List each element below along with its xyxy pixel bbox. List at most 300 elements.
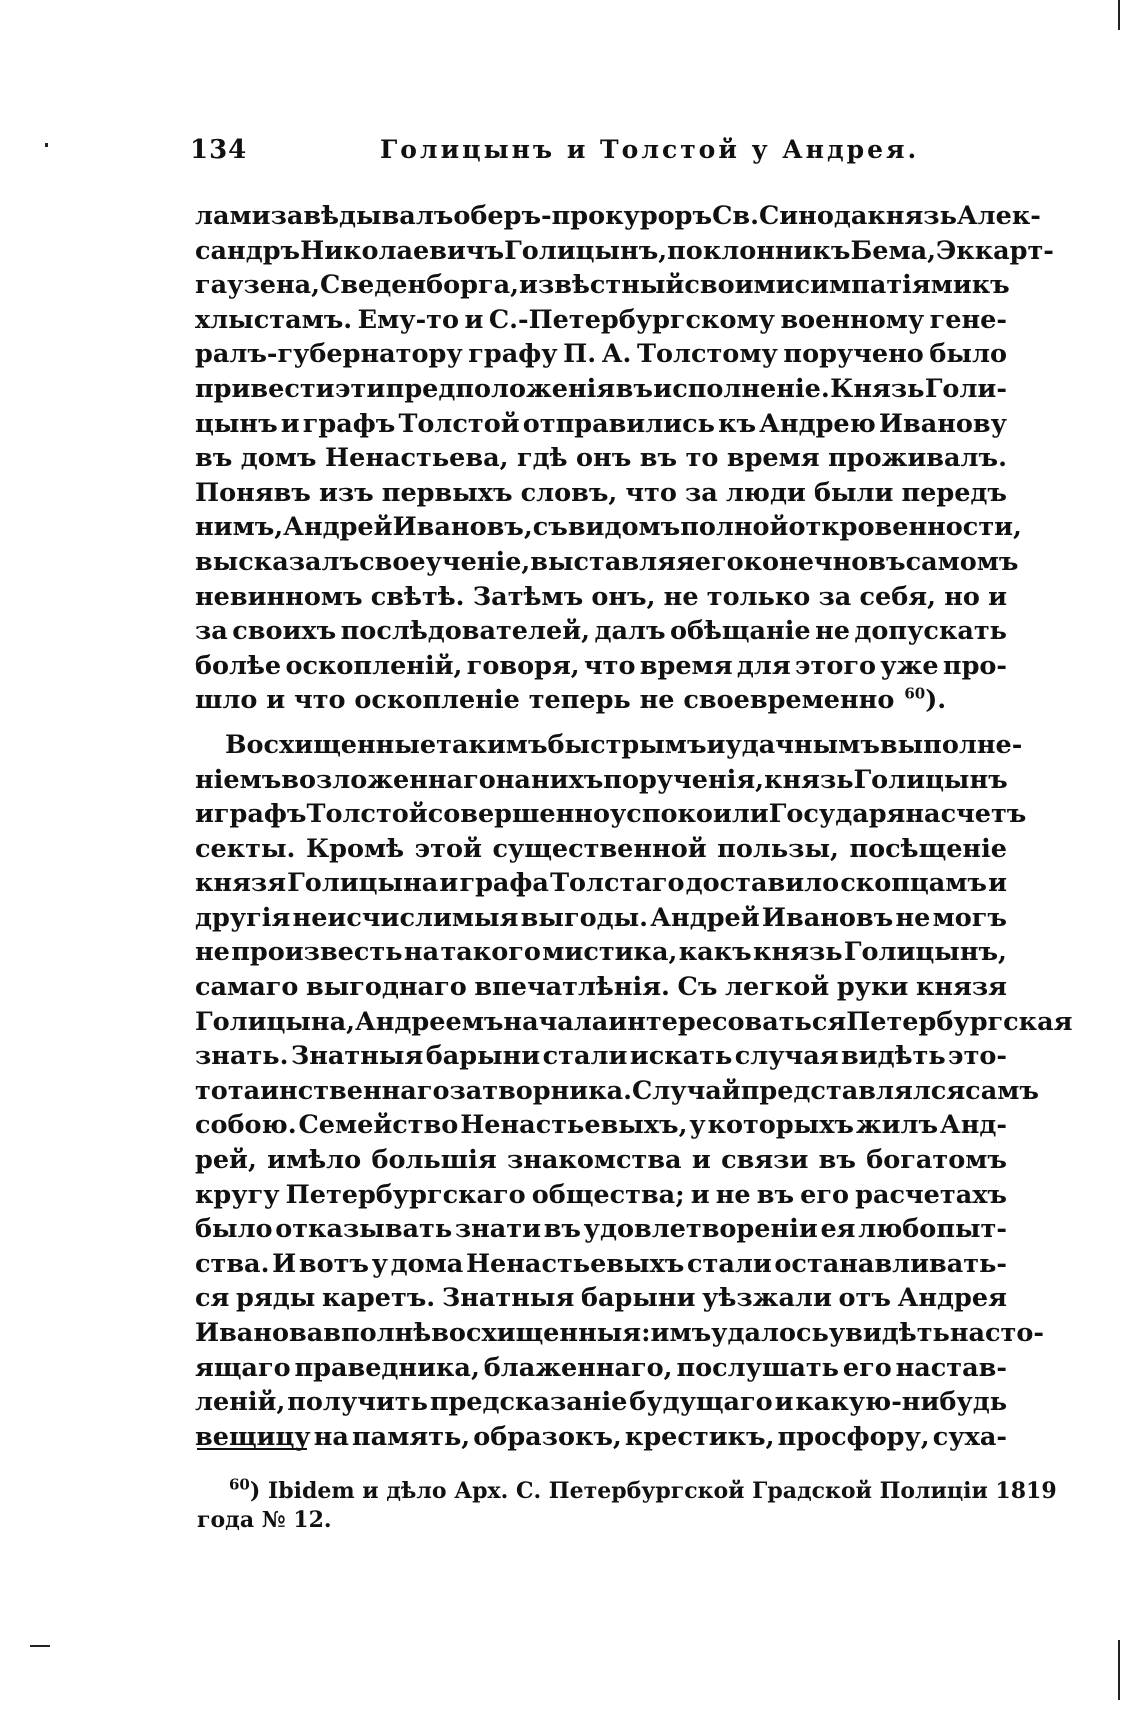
word: восхищенныя:	[431, 1318, 651, 1348]
word: ралъ-губернатору	[195, 339, 463, 370]
word: Знатныя	[441, 1283, 575, 1314]
word: барыни	[425, 1041, 541, 1072]
paragraph-1-last-text: шло и что оскопленіе теперь не своевременно	[195, 685, 895, 716]
word: Ивановъ	[761, 902, 894, 933]
word: оскопленій,	[285, 650, 463, 681]
paragraph-1-closing: ).	[925, 685, 947, 716]
word: искать	[629, 1041, 733, 1072]
word: словъ,	[520, 477, 618, 508]
word: нихъ	[530, 764, 604, 795]
word: Андрею	[759, 408, 876, 439]
word: и	[464, 304, 484, 335]
word: на	[313, 1421, 349, 1452]
footnote	[197, 1475, 1057, 1535]
text-line	[195, 1039, 1007, 1074]
word: этой	[414, 833, 482, 864]
word: и	[988, 868, 1007, 899]
word: Петербургскаго	[285, 1179, 526, 1210]
text-line	[195, 199, 1041, 234]
word: и	[439, 868, 459, 899]
word: Андреемъ	[354, 1006, 504, 1037]
word: въ	[195, 443, 233, 474]
word: богатомъ	[866, 1145, 1007, 1176]
text-line	[195, 1108, 1007, 1143]
word: Голи-	[924, 373, 1007, 404]
word: уѣзжали	[702, 1283, 832, 1314]
word: привести	[195, 373, 335, 404]
word: увидѣть	[828, 1318, 950, 1348]
word: и	[988, 581, 1007, 612]
text-line	[195, 1074, 1039, 1109]
word: расчетахъ	[855, 1179, 1007, 1210]
footnote-marker: 60	[229, 1475, 250, 1494]
paragraph-gap	[195, 718, 1007, 728]
text-line	[195, 476, 1007, 511]
word: онъ,	[591, 581, 656, 612]
text-line	[195, 1212, 1007, 1247]
word: насто-	[949, 1318, 1044, 1348]
word: память,	[352, 1421, 471, 1452]
word: видомъ	[567, 512, 681, 543]
word: Анд-	[939, 1110, 1007, 1141]
word: на	[495, 764, 531, 795]
word: гаузена,	[195, 270, 321, 301]
word: скопцамъ	[840, 868, 987, 899]
footnote-line-2-text: года № 12.	[197, 1507, 332, 1533]
scan-margin-mark	[1118, 0, 1120, 30]
word: князя	[195, 868, 287, 899]
word: высказалъ	[195, 546, 360, 577]
word: графъ	[302, 408, 396, 439]
word: князь	[764, 764, 854, 795]
word: на	[905, 799, 941, 830]
word: получить	[287, 1387, 428, 1418]
word: Голицына,	[195, 1006, 355, 1037]
word: случая	[734, 1041, 839, 1072]
word: барыни	[580, 1283, 696, 1314]
word: ученіе,	[425, 546, 531, 577]
word: уже	[880, 650, 939, 681]
text-line	[195, 614, 1007, 649]
word: такимъ	[436, 729, 548, 760]
word: гене-	[929, 304, 1007, 335]
word: ряды	[236, 1283, 316, 1314]
word: Князь	[830, 373, 925, 404]
text-line	[195, 832, 1007, 867]
word: гдѣ	[516, 443, 568, 474]
word: князь	[753, 937, 843, 968]
word: оберъ-прокуроръ	[453, 201, 713, 231]
word: которыхъ	[707, 1110, 854, 1141]
word: Алек-	[956, 201, 1041, 231]
word: имѣло	[267, 1145, 362, 1176]
word: не	[815, 616, 850, 647]
word: не	[195, 937, 230, 968]
word: Съ	[677, 972, 718, 1003]
word: порученія,	[603, 764, 765, 795]
word: графу	[468, 339, 558, 370]
word: были	[813, 477, 894, 508]
word: видѣть	[840, 1041, 946, 1072]
word: Бема,	[850, 235, 937, 266]
word: удалось	[711, 1318, 829, 1348]
word: быстрымъ	[547, 729, 707, 760]
running-title: Голицынъ и Толстой у Андрея.	[380, 135, 920, 164]
word: не	[663, 581, 699, 612]
scan-margin-mark	[30, 1645, 50, 1647]
word: себя,	[859, 581, 936, 612]
word: для	[736, 650, 791, 681]
word: крестикъ,	[624, 1421, 775, 1452]
word: сандръ	[195, 235, 301, 266]
word: Затѣмъ	[472, 581, 584, 612]
paragraph-1-last-line	[195, 683, 1007, 718]
word: говоря,	[466, 650, 580, 681]
word: счетъ	[940, 799, 1027, 830]
word: впечатлѣнія.	[474, 972, 670, 1003]
word: и	[280, 408, 300, 439]
word: Семейство	[298, 1110, 459, 1141]
word: графа	[459, 868, 549, 899]
word: допускать	[854, 616, 1007, 647]
word: образокъ,	[473, 1421, 622, 1452]
word: ея	[820, 1214, 856, 1245]
text-line	[195, 1178, 1007, 1213]
word: у	[689, 1110, 706, 1141]
word: только	[706, 581, 811, 612]
word: Ему-то	[357, 304, 459, 335]
word: Иванову	[878, 408, 1007, 439]
word: пользы,	[717, 833, 839, 864]
word: Толстому	[637, 339, 778, 370]
word: останавливать-	[774, 1248, 1007, 1279]
word: ся	[195, 1283, 230, 1314]
word: выполне-	[879, 729, 1023, 760]
text-line	[195, 1420, 1007, 1455]
word: за	[818, 581, 852, 612]
word: знать.	[195, 1041, 289, 1072]
paragraph-1	[195, 199, 1054, 683]
word: ящаго	[195, 1352, 291, 1383]
word: отъ	[838, 1283, 891, 1314]
word: Ивановъ,	[392, 512, 533, 543]
text-line	[195, 1385, 1007, 1420]
word: не	[895, 902, 931, 933]
word: то	[195, 1075, 228, 1106]
word: совершенно	[427, 799, 610, 830]
word: предположенія	[385, 373, 616, 404]
word: далъ	[594, 616, 666, 647]
word: его	[842, 1352, 892, 1383]
footnote-line-2	[197, 1506, 1009, 1535]
word: Николаевичъ	[300, 235, 505, 266]
word: свое	[359, 546, 426, 577]
text-line	[195, 510, 1022, 545]
word: Петербургская	[846, 1006, 1073, 1037]
word: имъ	[650, 1318, 712, 1348]
word: за	[684, 477, 718, 508]
word: Понявъ	[195, 477, 311, 508]
word: на	[403, 937, 440, 968]
word: легкой	[725, 972, 830, 1003]
word: Государя	[768, 799, 906, 830]
word: Ненастьевыхъ	[465, 1248, 685, 1279]
footnote-line-1	[197, 1475, 1057, 1506]
word: изъ	[318, 477, 374, 508]
word: люди	[725, 477, 806, 508]
text-line	[195, 797, 1027, 832]
word: откровенности,	[788, 512, 1022, 543]
word: въ	[868, 546, 906, 577]
word: въ	[639, 443, 678, 474]
word: выгоды.	[520, 902, 649, 933]
word: проживалъ.	[828, 443, 1007, 474]
word: затворника.	[449, 1075, 633, 1106]
word: секты.	[195, 833, 296, 864]
word: доставило	[685, 868, 840, 899]
page-header	[190, 135, 1010, 175]
word: было	[929, 339, 1007, 370]
word: что	[625, 477, 677, 508]
word: кругу	[195, 1179, 280, 1210]
text-line	[195, 580, 1007, 615]
word: онъ	[576, 443, 632, 474]
word: князя	[915, 972, 1007, 1003]
word: предсказаніе	[429, 1387, 628, 1418]
word: но	[944, 581, 980, 612]
text-line	[195, 1143, 1007, 1178]
scan-margin-mark	[45, 143, 48, 147]
word: Толстой	[306, 799, 428, 830]
word: первыхъ	[381, 477, 513, 508]
word: завѣдывалъ	[270, 201, 454, 231]
word: такого	[440, 937, 541, 968]
word: конечно	[743, 546, 869, 577]
word: каретъ.	[321, 1283, 436, 1314]
word: какую-нибудь	[795, 1387, 1007, 1418]
word: И	[272, 1248, 297, 1279]
word: любопыт-	[858, 1214, 1007, 1245]
footnote-line-1-text	[229, 1477, 1057, 1506]
word: начала	[503, 1006, 609, 1037]
text-line	[195, 970, 1007, 1005]
word: выставляя	[530, 546, 695, 577]
word: успокоили	[609, 799, 769, 830]
word: какъ	[678, 937, 752, 968]
word: знакомства	[506, 1145, 682, 1176]
word: его	[694, 546, 744, 577]
word: мистика,	[542, 937, 678, 968]
word: за	[195, 616, 228, 647]
word: вотъ	[298, 1248, 369, 1279]
word: Синода	[758, 201, 868, 231]
word: своими	[684, 270, 795, 301]
text-line	[195, 866, 1007, 901]
word: возложеннаго	[281, 764, 496, 795]
footnote-divider	[197, 1448, 307, 1450]
text-line	[195, 337, 1007, 372]
text-line	[195, 1281, 1007, 1316]
word: и	[774, 1387, 794, 1418]
word: посѣщеніе	[849, 833, 1007, 864]
word: его	[800, 1179, 850, 1210]
word: выгоднаго	[305, 972, 467, 1003]
word: настав-	[895, 1352, 1007, 1383]
word: симпатіями	[794, 270, 972, 301]
word: Св.	[712, 201, 759, 231]
word: въ	[615, 373, 653, 404]
footnote-line-1-content: ) Ibidem и дѣло Арх. С. Петербургской Градской Полиціи 1819	[249, 1478, 1057, 1504]
word: Андрей	[650, 902, 760, 933]
word: С.-Петербургскому	[488, 304, 775, 335]
word: Толстаго	[550, 868, 685, 899]
word: что	[583, 650, 636, 681]
word: отправились	[522, 408, 715, 439]
word: таинственнаго	[227, 1075, 450, 1106]
word: извѣстный	[519, 270, 685, 301]
word: Ненастьева,	[325, 443, 509, 474]
word: передъ	[901, 477, 1007, 508]
text-line	[195, 372, 1007, 407]
word: существенной	[492, 833, 707, 864]
word: жилъ	[855, 1110, 939, 1141]
word: въ	[818, 1145, 856, 1176]
text-line	[195, 935, 1007, 970]
word: стали	[542, 1041, 628, 1072]
text-line	[195, 545, 1019, 580]
word: ніемъ	[195, 764, 282, 795]
word: произвесть	[231, 937, 403, 968]
word: суха-	[932, 1421, 1007, 1452]
word: ства.	[195, 1248, 270, 1279]
word: Восхищенные	[225, 729, 437, 760]
word: леній,	[195, 1387, 286, 1418]
word: удовлетвореніи	[583, 1214, 818, 1245]
word: Толстой	[398, 408, 520, 439]
word: просфору,	[777, 1421, 930, 1452]
word: съ	[532, 512, 568, 543]
word: время	[726, 443, 820, 474]
word: невинномъ	[195, 581, 363, 612]
word: праведника,	[294, 1352, 480, 1383]
word: исполненіе.	[653, 373, 830, 404]
footnote-ref-number: 60	[904, 684, 926, 703]
word: руки	[836, 972, 909, 1003]
word: самъ	[965, 1075, 1039, 1106]
word: лами	[195, 201, 271, 231]
footnote-reference	[904, 683, 946, 718]
word: самомъ	[905, 546, 1019, 577]
text-line	[195, 1351, 1007, 1386]
word: вполнѣ	[323, 1318, 432, 1348]
word: Случай	[632, 1075, 741, 1106]
word: то	[685, 443, 719, 474]
word: эти	[335, 373, 386, 404]
word: хлыстамъ.	[195, 304, 353, 335]
word: къ	[718, 408, 757, 439]
word: домъ	[240, 443, 317, 474]
word: полной	[680, 512, 789, 543]
word: въ	[756, 1179, 795, 1210]
word: Голицынъ,	[843, 937, 1007, 968]
word: своихъ	[232, 616, 337, 647]
word: это-	[948, 1041, 1007, 1072]
text-line	[195, 441, 1007, 476]
word: связи	[721, 1145, 809, 1176]
word: и	[690, 1179, 710, 1210]
word: къ	[971, 270, 1010, 301]
text-line	[195, 1005, 1073, 1040]
word: не	[715, 1179, 751, 1210]
word: рей,	[195, 1145, 257, 1176]
word: послѣдователей,	[340, 616, 591, 647]
word: Кромѣ	[305, 833, 405, 864]
text-line	[195, 901, 1007, 936]
word: Эккарт-	[936, 235, 1054, 266]
text-line	[195, 268, 1010, 303]
word: послушать	[676, 1352, 839, 1383]
text-line	[195, 649, 1007, 684]
text-line	[195, 1247, 1007, 1282]
word: дома	[390, 1248, 464, 1279]
word: свѣтѣ.	[370, 581, 465, 612]
word: интересоваться	[608, 1006, 847, 1037]
text-line	[195, 407, 1007, 442]
word: Знатныя	[290, 1041, 424, 1072]
word: собою.	[195, 1110, 297, 1141]
word: другія	[195, 902, 291, 933]
word: будущаго	[629, 1387, 773, 1418]
word: стали	[687, 1248, 772, 1279]
word: у	[371, 1248, 388, 1279]
word: поклонникъ	[667, 235, 851, 266]
word: графъ	[213, 799, 307, 830]
word: и	[195, 799, 214, 830]
word: самаго	[195, 972, 299, 1003]
word: время	[639, 650, 733, 681]
word: Ненастьевыхъ,	[460, 1110, 688, 1141]
word: цынъ	[195, 408, 278, 439]
text-line	[195, 728, 1023, 763]
paragraph-2	[195, 728, 1073, 1454]
text-line	[195, 234, 1054, 269]
word: болѣе	[195, 650, 282, 681]
body-text	[195, 199, 1073, 1454]
word: поручено	[783, 339, 924, 370]
text-line	[195, 763, 1007, 798]
word: про-	[942, 650, 1007, 681]
word: П.	[563, 339, 597, 370]
word: знати	[454, 1214, 542, 1245]
word: Голицынъ	[853, 764, 1008, 795]
word: большія	[371, 1145, 497, 1176]
word: А.	[601, 339, 632, 370]
word: Иванова	[195, 1318, 324, 1348]
word: и	[706, 729, 726, 760]
word: Голицынъ,	[504, 235, 668, 266]
word: военному	[780, 304, 925, 335]
text-line	[195, 303, 1007, 338]
page-number: 134	[190, 135, 248, 165]
word: удачнымъ	[725, 729, 880, 760]
word: князь	[867, 201, 957, 231]
word: Сведенборга,	[320, 270, 520, 301]
word: могъ	[932, 902, 1007, 933]
word: было	[195, 1214, 273, 1245]
word: Голицына	[287, 868, 439, 899]
word: блаженнаго,	[483, 1352, 673, 1383]
scan-margin-mark	[1118, 1640, 1120, 1700]
